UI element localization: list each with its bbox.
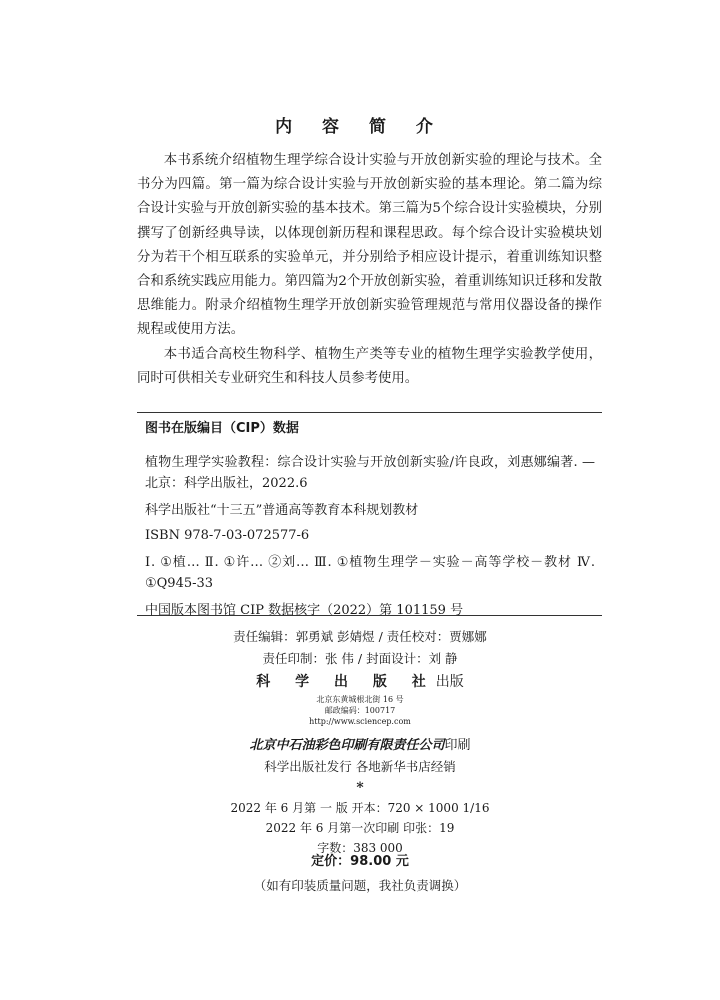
editorial-credits <box>0 626 720 670</box>
distribution-line: 科学出版社发行 各地新华书店经销 <box>264 759 456 774</box>
printer-suffix: 印刷 <box>444 738 471 753</box>
publisher-line <box>0 672 720 692</box>
introduction <box>137 149 602 391</box>
address-line: 北京东黄城根北街 16 号 <box>316 695 404 704</box>
edition-line: 2022 年 6 月第一次印刷 印张：19 <box>265 821 455 835</box>
price: 定价：98.00 元 <box>311 854 409 869</box>
cip-record <box>145 418 595 627</box>
cip-heading: 图书在版编目（CIP）数据 <box>145 421 299 436</box>
publisher-suffix: 出版 <box>435 674 464 690</box>
cip-entry: 植物生理学实验教程：综合设计实验与开放创新实验/许良政，刘惠娜编著. —北京：科学出版社，2022.6 <box>145 455 595 491</box>
intro-paragraph: 本书适合高校生物科学、植物生产类等专业的植物生理学实验教学使用，同时可供相关专业研究生和科技人员参考使用。 <box>137 346 602 386</box>
edition-line: 字数：383 000 <box>317 841 403 855</box>
credits-line: 责任编辑：郭勇斌 彭婧煜 / 责任校对：贾娜娜 <box>233 629 487 644</box>
postcode-line: 邮政编码：100717 <box>324 706 396 715</box>
separator-star: * <box>356 780 364 796</box>
page-title: 内 容 简 介 <box>275 117 445 137</box>
divider <box>137 412 602 413</box>
publisher-address <box>0 694 720 727</box>
intro-paragraph: 本书系统介绍植物生理学综合设计实验与开放创新实验的理论与技术。全书分为四篇。第一篇为综合设计实验与开放创新实验的基本理论。第二篇为综合设计实验与开放创新实验的基本技术。第三篇为5个综合设计实验模块，分别撰写了创新经典导读，以体现创新历程和课程思政。每个综合设计实验模块划分为若干个相互联系的实验单元，并分别给予相应设计提示，着重训练知识整合和系统实践应用能力。第四篇为2个开放创新实验，着重训练知识迁移和发散思维能力。附录介绍植物生理学开放创新实验管理规范与常用仪器设备的操作规程或使用方法。 <box>137 153 602 338</box>
cip-series: 科学出版社“十三五”普通高等教育本科规划教材 <box>145 503 419 518</box>
edition-info <box>0 798 720 858</box>
website-line: http://www.sciencep.com <box>309 717 411 726</box>
cip-isbn: ISBN 978-7-03-072577-6 <box>145 528 310 543</box>
cip-subjects: Ⅰ. ①植… Ⅱ. ①许… ②刘… Ⅲ. ①植物生理学－实验－高等学校－教材 Ⅳ. ①Q945-33 <box>145 555 595 591</box>
printer-name: 北京中石油彩色印刷有限责任公司 <box>249 738 445 753</box>
publisher-name: 科 学 出 版 社 <box>256 674 436 690</box>
divider <box>137 615 602 616</box>
edition-line: 2022 年 6 月第 一 版 开本：720 × 1000 1/16 <box>230 801 490 815</box>
credits-line: 责任印制：张 伟 / 封面设计：刘 静 <box>262 651 458 666</box>
quality-notice: （如有印装质量问题，我社负责调换） <box>253 878 467 893</box>
cip-number: 中国版本图书馆 CIP 数据核字（2022）第 101159 号 <box>145 603 464 618</box>
printer-line <box>0 736 720 756</box>
